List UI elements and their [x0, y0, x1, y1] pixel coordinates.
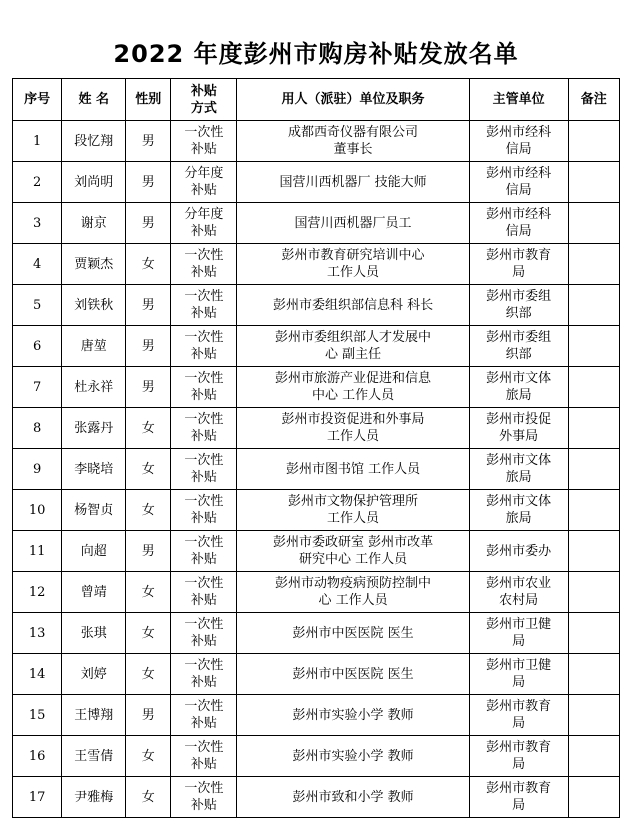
cell-gender-text: 女: [141, 420, 155, 436]
cell-unit: [237, 203, 470, 244]
cell-gender: [126, 244, 171, 285]
cell-unit-text: 彭州市中医医院 医生: [292, 666, 414, 682]
cell-method-text: 一次性 补贴: [184, 658, 224, 690]
cell-dept-text: 彭州市文体 旅局: [486, 494, 552, 526]
cell-dept: [469, 244, 568, 285]
cell-note: [568, 654, 619, 695]
cell-unit-text: 成都西奇仪器有限公司 董事长: [288, 125, 419, 157]
cell-no: [13, 572, 62, 613]
cell-unit-text: 彭州市教育研究培训中心 工作人员: [281, 248, 425, 280]
cell-unit: [237, 244, 470, 285]
cell-method: [171, 121, 237, 162]
cell-dept-text: 彭州市农业 农村局: [486, 576, 552, 608]
cell-name: [62, 531, 126, 572]
cell-gender: [126, 654, 171, 695]
cell-gender: [126, 162, 171, 203]
cell-note: [568, 572, 619, 613]
cell-dept: [469, 285, 568, 326]
cell-name: [62, 490, 126, 531]
cell-method-text: 一次性 补贴: [184, 289, 224, 321]
cell-no: [13, 326, 62, 367]
cell-unit-text: 彭州市委组织部信息科 科长: [272, 297, 434, 313]
cell-gender: [126, 285, 171, 326]
cell-dept: [469, 326, 568, 367]
cell-method: [171, 736, 237, 777]
cell-dept: [469, 736, 568, 777]
table-row: [13, 695, 620, 736]
cell-gender-text: 男: [141, 133, 155, 149]
table-row: [13, 654, 620, 695]
cell-no: [13, 449, 62, 490]
cell-gender-text: 男: [141, 543, 155, 559]
cell-gender: [126, 121, 171, 162]
cell-unit: [237, 695, 470, 736]
cell-gender-text: 男: [141, 338, 155, 354]
cell-dept-text: 彭州市卫健 局: [486, 658, 552, 690]
cell-gender-text: 女: [141, 748, 155, 764]
cell-dept: [469, 695, 568, 736]
cell-dept: [469, 121, 568, 162]
cell-dept: [469, 490, 568, 531]
cell-name-text: 杜永祥: [74, 379, 114, 395]
cell-unit: [237, 326, 470, 367]
table-row: [13, 490, 620, 531]
cell-name-text: 尹雅梅: [74, 789, 114, 805]
cell-method-text: 一次性 补贴: [184, 248, 224, 280]
cell-name-text: 刘铁秋: [74, 297, 114, 313]
table-row: [13, 572, 620, 613]
cell-no: [13, 695, 62, 736]
cell-gender-text: 男: [141, 707, 155, 723]
cell-dept-text: 彭州市教育 局: [486, 781, 552, 813]
cell-note: [568, 121, 619, 162]
cell-method-text: 一次性 补贴: [184, 412, 224, 444]
table-header: [13, 79, 620, 121]
table-row: [13, 121, 620, 162]
cell-no: [13, 244, 62, 285]
cell-unit-text: 彭州市实验小学 教师: [292, 748, 414, 764]
cell-unit: [237, 449, 470, 490]
cell-no-text: 10: [28, 502, 46, 518]
cell-unit: [237, 490, 470, 531]
cell-dept-text: 彭州市经科 信局: [486, 207, 552, 239]
table-row: [13, 244, 620, 285]
cell-method-text: 分年度 补贴: [184, 207, 224, 239]
cell-unit-text: 彭州市图书馆 工作人员: [285, 461, 421, 477]
cell-name-text: 刘尚明: [74, 174, 114, 190]
table-row: [13, 285, 620, 326]
cell-gender-text: 男: [141, 379, 155, 395]
cell-method: [171, 408, 237, 449]
cell-dept: [469, 613, 568, 654]
cell-method: [171, 572, 237, 613]
cell-name: [62, 695, 126, 736]
cell-unit-text: 彭州市致和小学 教师: [292, 789, 414, 805]
cell-gender: [126, 736, 171, 777]
subsidy-roster-table: [12, 78, 620, 818]
cell-method: [171, 695, 237, 736]
header-name: 姓 名: [62, 79, 126, 121]
cell-no-text: 6: [33, 338, 42, 354]
cell-unit-text: 彭州市中医医院 医生: [292, 625, 414, 641]
cell-gender: [126, 367, 171, 408]
cell-method-text: 一次性 补贴: [184, 576, 224, 608]
table-row: [13, 449, 620, 490]
cell-method: [171, 654, 237, 695]
cell-name-text: 曾靖: [80, 584, 107, 600]
cell-name-text: 刘婷: [80, 666, 107, 682]
cell-note: [568, 203, 619, 244]
table-row: [13, 777, 620, 818]
cell-unit-text: 彭州市投资促进和外事局 工作人员: [281, 412, 425, 444]
cell-name-text: 唐堃: [80, 338, 107, 354]
cell-no-text: 9: [33, 461, 42, 477]
cell-unit-text: 国营川西机器厂 技能大师: [279, 174, 427, 190]
cell-dept: [469, 654, 568, 695]
cell-name-text: 张琪: [80, 625, 107, 641]
cell-dept-text: 彭州市教育 局: [486, 740, 552, 772]
table-row: [13, 613, 620, 654]
cell-no: [13, 531, 62, 572]
cell-gender-text: 女: [141, 502, 155, 518]
cell-no-text: 8: [33, 420, 42, 436]
cell-note: [568, 244, 619, 285]
cell-gender-text: 男: [141, 215, 155, 231]
cell-name-text: 王博翔: [74, 707, 114, 723]
cell-no-text: 11: [28, 543, 46, 559]
cell-gender: [126, 326, 171, 367]
cell-method-text: 一次性 补贴: [184, 453, 224, 485]
cell-unit: [237, 654, 470, 695]
cell-method: [171, 777, 237, 818]
cell-method: [171, 531, 237, 572]
cell-no-text: 15: [28, 707, 46, 723]
cell-no: [13, 736, 62, 777]
cell-method-text: 一次性 补贴: [184, 617, 224, 649]
cell-name-text: 杨智贞: [74, 502, 114, 518]
cell-unit: [237, 736, 470, 777]
cell-unit-text: 彭州市委政研室 彭州市改革 研究中心 工作人员: [272, 535, 434, 567]
header-unit: 用人（派驻）单位及职务: [237, 79, 470, 121]
cell-gender-text: 女: [141, 584, 155, 600]
cell-method-text: 一次性 补贴: [184, 125, 224, 157]
header-note: 备注: [568, 79, 619, 121]
cell-name: [62, 285, 126, 326]
cell-dept-text: 彭州市教育 局: [486, 248, 552, 280]
cell-unit: [237, 367, 470, 408]
cell-note: [568, 326, 619, 367]
cell-method-text: 一次性 补贴: [184, 699, 224, 731]
cell-dept-text: 彭州市委办: [486, 543, 552, 559]
cell-method-text: 一次性 补贴: [184, 494, 224, 526]
cell-dept-text: 彭州市文体 旅局: [486, 371, 552, 403]
cell-gender-text: 女: [141, 256, 155, 272]
cell-name: [62, 572, 126, 613]
cell-name: [62, 654, 126, 695]
cell-no: [13, 285, 62, 326]
cell-gender: [126, 572, 171, 613]
cell-method-text: 一次性 补贴: [184, 371, 224, 403]
cell-no-text: 2: [33, 174, 42, 190]
cell-no: [13, 121, 62, 162]
table-row: [13, 326, 620, 367]
cell-gender: [126, 490, 171, 531]
cell-no: [13, 490, 62, 531]
cell-no-text: 17: [28, 789, 46, 805]
cell-name-text: 李晓培: [74, 461, 114, 477]
header-dept: 主管单位: [469, 79, 568, 121]
cell-unit: [237, 408, 470, 449]
cell-note: [568, 736, 619, 777]
cell-no-text: 14: [28, 666, 46, 682]
cell-no: [13, 162, 62, 203]
cell-note: [568, 449, 619, 490]
cell-gender: [126, 613, 171, 654]
cell-no-text: 5: [33, 297, 42, 313]
cell-name-text: 谢京: [80, 215, 107, 231]
cell-name: [62, 613, 126, 654]
header-method: 补贴 方式: [171, 79, 237, 121]
cell-unit-text: 彭州市文物保护管理所 工作人员: [288, 494, 419, 526]
cell-no-text: 4: [33, 256, 42, 272]
cell-dept-text: 彭州市教育 局: [486, 699, 552, 731]
cell-unit-text: 国营川西机器厂员工: [294, 215, 412, 231]
table-row: [13, 162, 620, 203]
cell-method: [171, 285, 237, 326]
cell-method: [171, 449, 237, 490]
cell-note: [568, 285, 619, 326]
table-row: [13, 531, 620, 572]
cell-name-text: 段忆翔: [74, 133, 114, 149]
cell-gender-text: 女: [141, 625, 155, 641]
cell-gender-text: 男: [141, 174, 155, 190]
cell-gender-text: 女: [141, 789, 155, 805]
cell-dept: [469, 408, 568, 449]
cell-method: [171, 326, 237, 367]
cell-note: [568, 162, 619, 203]
cell-dept-text: 彭州市投促 外事局: [486, 412, 552, 444]
table-row: [13, 367, 620, 408]
cell-name-text: 向超: [80, 543, 107, 559]
cell-unit-text: 彭州市委组织部人才发展中 心 副主任: [275, 330, 432, 362]
cell-name: [62, 449, 126, 490]
cell-note: [568, 490, 619, 531]
cell-dept-text: 彭州市委组 织部: [486, 330, 552, 362]
cell-name-text: 贾颖杰: [74, 256, 114, 272]
cell-unit: [237, 613, 470, 654]
cell-dept: [469, 531, 568, 572]
cell-gender: [126, 449, 171, 490]
cell-unit: [237, 162, 470, 203]
table-row: [13, 203, 620, 244]
document-title: 2022 年度彭州市购房补贴发放名单: [113, 40, 519, 69]
cell-dept-text: 彭州市经科 信局: [486, 166, 552, 198]
cell-name-text: 张露丹: [74, 420, 114, 436]
cell-method: [171, 162, 237, 203]
table-body: [13, 121, 620, 818]
cell-no-text: 1: [33, 133, 42, 149]
cell-no-text: 3: [33, 215, 42, 231]
cell-no-text: 13: [28, 625, 46, 641]
cell-note: [568, 367, 619, 408]
cell-method: [171, 490, 237, 531]
cell-note: [568, 613, 619, 654]
cell-note: [568, 777, 619, 818]
cell-method: [171, 203, 237, 244]
cell-name: [62, 736, 126, 777]
cell-dept: [469, 572, 568, 613]
cell-no-text: 16: [28, 748, 46, 764]
cell-gender: [126, 531, 171, 572]
cell-method: [171, 244, 237, 285]
cell-dept: [469, 367, 568, 408]
cell-gender: [126, 695, 171, 736]
header-no: 序号: [13, 79, 62, 121]
header-gender: 性别: [126, 79, 171, 121]
cell-note: [568, 408, 619, 449]
cell-dept-text: 彭州市卫健 局: [486, 617, 552, 649]
cell-unit: [237, 285, 470, 326]
cell-unit-text: 彭州市动物疫病预防控制中 心 工作人员: [275, 576, 432, 608]
cell-unit-text: 彭州市实验小学 教师: [292, 707, 414, 723]
cell-no: [13, 408, 62, 449]
cell-unit: [237, 531, 470, 572]
cell-gender-text: 男: [141, 297, 155, 313]
cell-gender: [126, 408, 171, 449]
cell-method-text: 一次性 补贴: [184, 781, 224, 813]
cell-name: [62, 408, 126, 449]
table-row: [13, 736, 620, 777]
cell-name: [62, 244, 126, 285]
cell-dept: [469, 162, 568, 203]
cell-name: [62, 367, 126, 408]
table-row: [13, 408, 620, 449]
cell-name-text: 王雪倩: [74, 748, 114, 764]
cell-dept: [469, 449, 568, 490]
cell-no: [13, 203, 62, 244]
cell-no: [13, 654, 62, 695]
cell-dept-text: 彭州市文体 旅局: [486, 453, 552, 485]
cell-name: [62, 162, 126, 203]
cell-no-text: 12: [28, 584, 46, 600]
cell-no: [13, 777, 62, 818]
cell-gender: [126, 777, 171, 818]
cell-unit: [237, 777, 470, 818]
cell-no: [13, 613, 62, 654]
cell-name: [62, 326, 126, 367]
cell-gender-text: 女: [141, 666, 155, 682]
cell-no-text: 7: [33, 379, 42, 395]
cell-method: [171, 613, 237, 654]
cell-method-text: 一次性 补贴: [184, 535, 224, 567]
cell-unit-text: 彭州市旅游产业促进和信息 中心 工作人员: [275, 371, 432, 403]
cell-method-text: 分年度 补贴: [184, 166, 224, 198]
cell-dept-text: 彭州市经科 信局: [486, 125, 552, 157]
cell-method-text: 一次性 补贴: [184, 330, 224, 362]
cell-method: [171, 367, 237, 408]
cell-gender: [126, 203, 171, 244]
header-row: [13, 79, 620, 121]
cell-name: [62, 203, 126, 244]
cell-name: [62, 777, 126, 818]
cell-unit: [237, 121, 470, 162]
cell-unit: [237, 572, 470, 613]
cell-dept: [469, 203, 568, 244]
cell-gender-text: 女: [141, 461, 155, 477]
cell-dept: [469, 777, 568, 818]
cell-method-text: 一次性 补贴: [184, 740, 224, 772]
cell-no: [13, 367, 62, 408]
cell-name: [62, 121, 126, 162]
cell-note: [568, 531, 619, 572]
cell-note: [568, 695, 619, 736]
cell-dept-text: 彭州市委组 织部: [486, 289, 552, 321]
